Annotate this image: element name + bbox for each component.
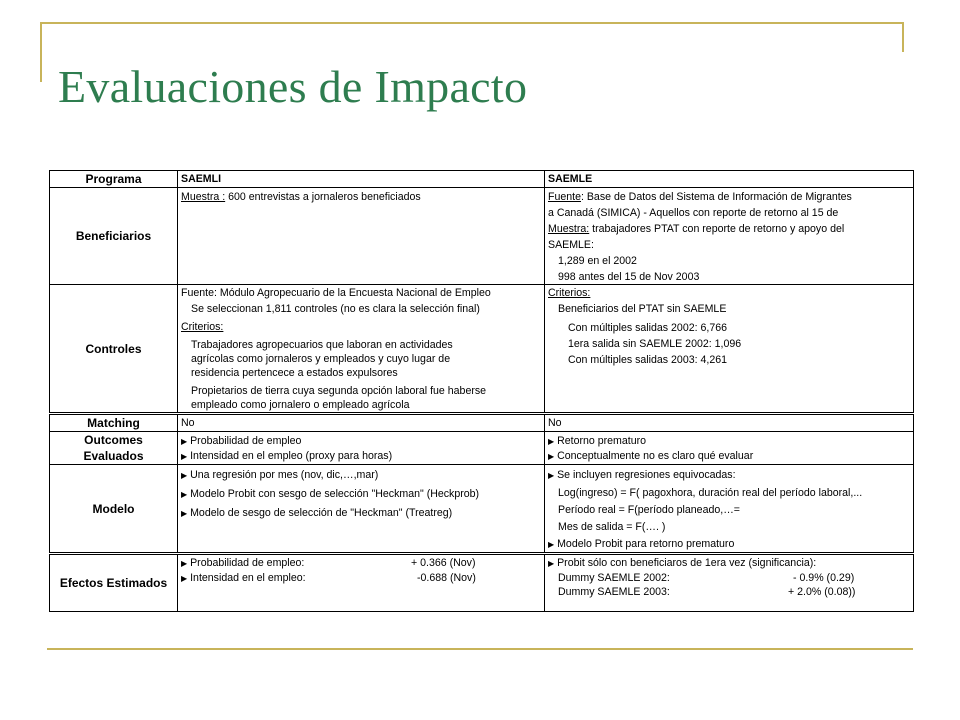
criterio-1a: Trabajadores agropecuarios que laboran en actividades <box>191 339 453 351</box>
efecto-value: + 0.366 (Nov) <box>411 557 476 569</box>
header-saemli: SAEMLI <box>178 171 545 188</box>
efectos-saemle <box>545 554 914 612</box>
bullet-icon: ▶ <box>548 540 555 549</box>
label-matching: Matching <box>50 414 178 432</box>
bullet-icon: ▶ <box>181 471 188 480</box>
modelo-saemle <box>545 465 914 554</box>
controles-criterios: Criterios: <box>181 321 224 333</box>
modelo-item: Modelo de sesgo de selección de "Heckman" (Treatreg) <box>190 507 453 519</box>
muestra-saemle-text-2: SAEMLE: <box>548 239 594 251</box>
header-saemle: SAEMLE <box>545 171 914 188</box>
criterio-2a: Propietarios de tierra cuya segunda opción laboral fue haberse <box>191 385 487 397</box>
impact-evaluation-table <box>49 170 914 612</box>
beneficiarios-saemle <box>545 188 914 285</box>
efecto-value: -0.688 (Nov) <box>417 572 476 584</box>
row-modelo <box>50 465 914 554</box>
decor-left-line <box>40 22 42 82</box>
label-controles: Controles <box>50 285 178 414</box>
saemle-2002: 1,289 en el 2002 <box>558 255 637 267</box>
efecto-value: - 0.9% (0.29) <box>793 572 855 584</box>
row-outcomes <box>50 432 914 465</box>
label-modelo: Modelo <box>50 465 178 554</box>
controles-saemle-criterios: Criterios: <box>548 287 591 299</box>
label-outcomes <box>50 432 178 465</box>
muestra-text: 600 entrevistas a jornaleros beneficiados <box>225 191 421 203</box>
efectos-saemli <box>178 554 545 612</box>
criterio-2b: empleado como jornalero o empleado agrícola <box>191 399 410 411</box>
slide-title: Evaluaciones de Impacto <box>58 61 528 112</box>
bullet-icon: ▶ <box>181 437 188 446</box>
modelo-eq2: Período real = F(período planeado,…= <box>558 504 740 516</box>
efecto-label: Dummy SAEMLE 2002: <box>558 572 670 584</box>
efecto-value: + 2.0% (0.08)) <box>788 586 856 598</box>
fuente-text-2: a Canadá (SIMICA) - Aquellos con reporte de retorno al 15 de <box>548 207 839 219</box>
label-beneficiarios: Beneficiarios <box>50 188 178 285</box>
modelo-item: Una regresión por mes (nov, dic,…,mar) <box>190 469 379 481</box>
bullet-icon: ▶ <box>181 452 188 461</box>
label-outcomes-a: Outcomes <box>84 433 143 447</box>
modelo-eq1: Log(ingreso) = F( pagoxhora, duración real del período laboral,... <box>558 487 863 499</box>
outcomes-saemli <box>178 432 545 465</box>
label-outcomes-b: Evaluados <box>83 449 144 463</box>
decor-top-line <box>40 22 904 24</box>
fuente-label: Fuente <box>548 191 581 203</box>
row-efectos <box>50 554 914 612</box>
row-matching <box>50 414 914 432</box>
bullet-icon: ▶ <box>181 490 188 499</box>
bullet-icon: ▶ <box>548 437 555 446</box>
modelo-saemle-bullet2: Modelo Probit para retorno prematuro <box>557 538 735 550</box>
header-row <box>50 171 914 188</box>
modelo-eq3: Mes de salida = F(…. ) <box>558 521 666 533</box>
modelo-item: Modelo Probit con sesgo de selección "Heckman" (Heckprob) <box>190 488 480 500</box>
bullet-icon: ▶ <box>548 559 555 568</box>
matching-saemle: No <box>545 414 914 432</box>
bullet-icon: ▶ <box>548 471 555 480</box>
muestra-label: Muestra : <box>181 191 226 203</box>
decor-right-line <box>902 22 904 52</box>
controles-fuente: Fuente: Módulo Agropecuario de la Encuesta Nacional de Empleo <box>181 287 491 299</box>
label-efectos: Efectos Estimados <box>50 554 178 612</box>
bullet-icon: ▶ <box>181 574 188 583</box>
outcome-item: Retorno prematuro <box>557 435 647 447</box>
bullet-icon: ▶ <box>181 559 188 568</box>
saemle-2003: 998 antes del 15 de Nov 2003 <box>558 271 700 283</box>
modelo-saemli <box>178 465 545 554</box>
controles-primera-salida: 1era salida sin SAEMLE 2002: 1,096 <box>568 338 742 350</box>
efecto-label: Dummy SAEMLE 2003: <box>558 586 670 598</box>
controles-saemli <box>178 285 545 414</box>
row-beneficiarios <box>50 188 914 285</box>
bullet-icon: ▶ <box>548 452 555 461</box>
outcome-item: Conceptualmente no es claro qué evaluar <box>557 450 754 462</box>
controles-saemle-beneficiarios: Beneficiarios del PTAT sin SAEMLE <box>558 303 727 315</box>
outcome-item: Intensidad en el empleo (proxy para horas) <box>190 450 393 462</box>
outcome-item: Probabilidad de empleo <box>190 435 302 447</box>
controles-multiples-2003: Con múltiples salidas 2003: 4,261 <box>568 354 728 366</box>
bullet-icon: ▶ <box>181 509 188 518</box>
controles-seleccion: Se seleccionan 1,811 controles (no es clara la selección final) <box>191 303 480 315</box>
fuente-text: : Base de Datos del Sistema de Información de Migrantes <box>580 191 852 203</box>
outcomes-saemle <box>545 432 914 465</box>
modelo-saemle-bullet1: Se incluyen regresiones equivocadas: <box>557 469 736 481</box>
efectos-saemle-bullet: Probit sólo con beneficiaros de 1era vez (significancia): <box>557 557 817 569</box>
matching-saemli: No <box>178 414 545 432</box>
header-programa: Programa <box>50 171 178 188</box>
criterio-1c: residencia pertencece a estados expulsores <box>191 367 398 379</box>
muestra-saemle-text: trabajadores PTAT con reporte de retorno y apoyo del <box>589 223 845 235</box>
decor-bottom-line <box>47 648 913 650</box>
efecto-label: Intensidad en el empleo: <box>190 572 306 584</box>
controles-saemle <box>545 285 914 414</box>
beneficiarios-saemli <box>178 188 545 285</box>
controles-multiples-2002: Con múltiples salidas 2002: 6,766 <box>568 322 728 334</box>
row-controles <box>50 285 914 414</box>
criterio-1b: agrícolas como jornaleros y empleados y cuyo lugar de <box>191 353 451 365</box>
muestra-saemle-label: Muestra: <box>548 223 590 235</box>
efecto-label: Probabilidad de empleo: <box>190 557 305 569</box>
